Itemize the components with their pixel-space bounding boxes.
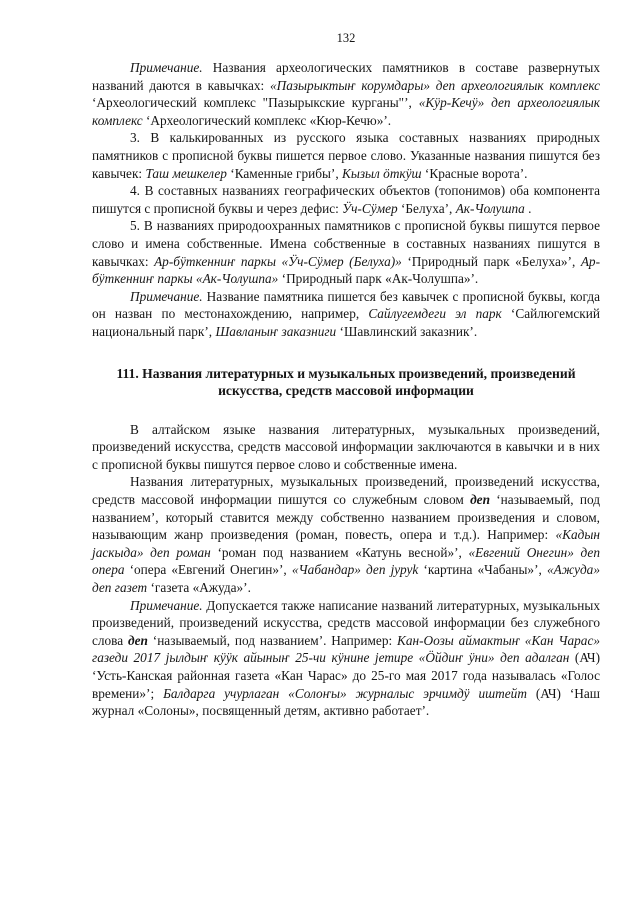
text-run: ‘называемый, под названием’. Например:	[147, 632, 398, 648]
text-run: ‘Природный парк «Белуха»’,	[401, 253, 581, 269]
text-run: ‘Белуха’,	[397, 200, 456, 216]
bottom-paragraphs	[92, 421, 600, 720]
italic-text: Ак-Чолушпа	[455, 200, 525, 216]
italic-text: «Евгений Онегин» деп опера	[92, 544, 600, 578]
paragraph	[92, 473, 600, 596]
text-run: ‘роман под названием «Катунь весной»’,	[210, 544, 469, 560]
text-run: (АЧ) ‘Усть-Канская районная газета «Кан Чарас» до 25-го мая 2017 года называлась «Голос времени»’;	[92, 650, 601, 701]
italic-text: Таш мешкелер	[145, 165, 227, 181]
text-run: Допускается также написание названий литературных, музыкальных произведений, произведений искусства, средств массовой информации без служебного слова	[92, 597, 600, 648]
italic-text: «Кӱр-Кечӱ» деп археологиялык комплекс	[92, 95, 600, 128]
italic-text: Примечание.	[130, 60, 203, 75]
top-paragraphs	[92, 59, 600, 341]
text-run: ‘Красные ворота’.	[421, 165, 528, 181]
italic-text: «Чабандар» деп јуруk	[291, 562, 419, 578]
paragraph	[92, 288, 600, 341]
italic-text: Примечание.	[130, 597, 203, 613]
text-run: ‘Природный парк «Ак-Чолушпа»’.	[278, 271, 479, 287]
text-run: 3. В калькированных из русского языка составных названиях природных памятников с прописной буквы пишется первое слово. Указанные названия пишутся без кавычек:	[92, 130, 600, 181]
paragraph	[92, 182, 600, 217]
text-run: ‘Шавлинский заказник’.	[336, 323, 478, 339]
paragraph	[92, 129, 600, 182]
italic-text: «Кадын јаскыда» деп роман	[92, 527, 600, 560]
text-run: Названия археологических памятников в составе развернутых названий даются в кавычках:	[92, 60, 600, 93]
paragraph	[92, 59, 600, 129]
text-run: ‘Археологический комплекс «Кюр-Кечю»’.	[142, 112, 392, 128]
italic-text: «Ажуда» деп газет	[92, 562, 600, 596]
text-run: ‘называемый, под названием’, который ставится между собственно названием произведения и словом, называющим жанр произведения (роман, повесть, опера и т.д.). Например:	[92, 492, 600, 543]
text-run: ‘Археологический комплекс "Пазырыкские курганы"’,	[92, 95, 419, 111]
text-run: ‘опера «Евгений Онегин»’,	[124, 562, 292, 578]
text-run: .	[524, 200, 532, 216]
text-run: Названия литературных, музыкальных произведений, произведений искусства, средств массовой информации пишутся со служебным словом	[92, 474, 600, 508]
section-heading-block	[92, 365, 600, 400]
text-run: ‘Сайлюгемский национальный парк’,	[92, 306, 600, 339]
italic-text: «Пазырыктыҥ корумдары» деп археологиялык комплекс	[269, 77, 600, 93]
paragraph	[92, 421, 600, 474]
italic-text: Ӱч-Сӱмер	[342, 200, 398, 216]
text-run: 4. В составных названиях географических объектов (топонимов) оба компонента пишутся с прописной буквы и через дефис:	[92, 183, 600, 216]
page-number: 132	[336, 31, 356, 45]
bold-italic-text: деп	[128, 632, 148, 648]
bold-italic-text: деп	[470, 492, 490, 508]
text-run: ‘газета «Ажуда»’.	[147, 580, 251, 596]
section-heading: 111. Названия литературных и музыкальных произведений, произведений искусства, средств массовой информации	[116, 365, 576, 399]
text-run: 5. В названиях природоохранных памятников с прописной буквы пишутся первое слово и имена собственные. Имена собственные в составных названиях пишутся в кавычках:	[92, 218, 600, 269]
paragraph	[92, 217, 600, 287]
italic-text: Ар-бӱткенниҥ паркы «Ӱч-Сӱмер (Белуха)»	[154, 253, 402, 269]
text-run: ‘картина «Чабаны»’,	[418, 562, 547, 578]
italic-text: Примечание.	[130, 288, 203, 304]
italic-text: Ар-бӱткенниҥ паркы «Ак-Чолушпа»	[92, 253, 601, 287]
text-run: (АЧ) ‘Наш журнал «Солоны», посвященный детям, активно работает’.	[92, 685, 600, 719]
italic-text: Сайлугемдеги эл парк	[368, 306, 502, 322]
italic-text: Балдарга учурлаган «Солоҥы» журналыс эрчимдӱ иштейт	[163, 685, 527, 701]
text-run: ‘Каменные грибы’,	[226, 165, 343, 181]
italic-text: Шавланыҥ заказниги	[215, 323, 337, 339]
text-run: В алтайском языке названия литературных, музыкальных произведений, произведений искусства, средств массовой информации заключаются в кавычки и в них с прописной буквы пишутся первое слово и собственные имена.	[92, 421, 600, 472]
italic-text: Кызыл ӧткӱш	[342, 165, 422, 181]
italic-text: Кан-Оозы аймактыҥ «Кан Чарас» газеди 2017 јылдыҥ кӱӱк айыныҥ 25-чи кӱнине јетире «Ӧйдиҥ ӱни» деп адалган	[92, 632, 601, 666]
text-run: Название памятника пишется без кавычек с прописной буквы, когда он назван по местонахождению, например,	[92, 288, 600, 322]
paragraph	[92, 597, 600, 720]
